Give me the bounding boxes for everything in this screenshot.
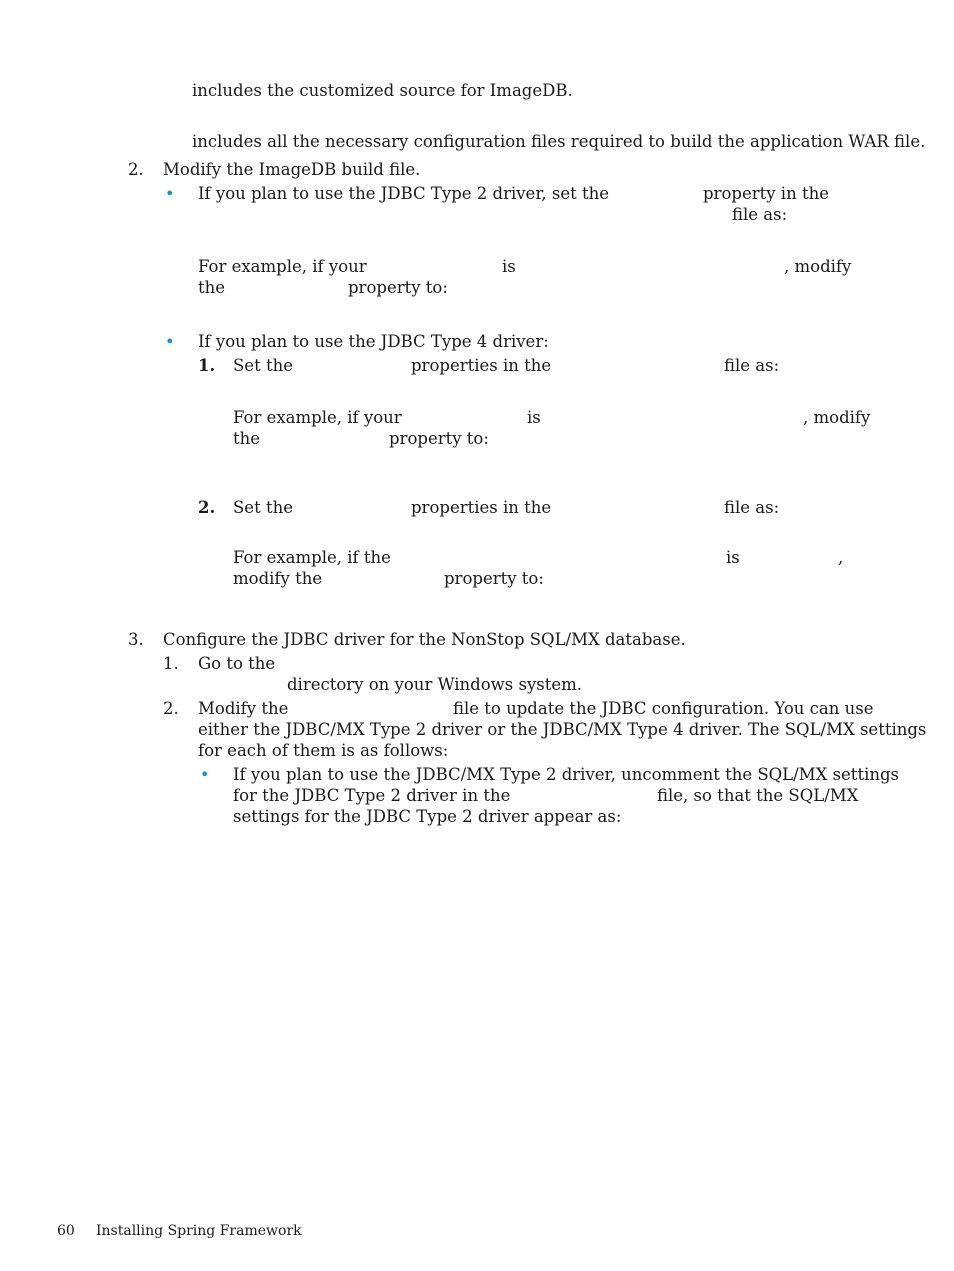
bullet-icon: • [200,765,210,784]
text-span: property to: [389,429,489,448]
bullet-icon: • [165,332,175,351]
footer-section-title: Installing Spring Framework [96,1223,302,1239]
text-span: file as: [724,498,780,517]
text-span: If you plan to use the JDBC Type 4 driver: [198,332,549,351]
text-span: is [502,257,516,276]
text-span: For example, if your [198,257,367,276]
text-span: properties in the [411,356,552,375]
substep-number: 2. [198,498,216,517]
text-span: for the JDBC Type 2 driver in the [233,786,511,805]
text-span: If you plan to use the JDBC Type 2 driver, set the [198,184,610,203]
bullet-icon: • [165,184,175,203]
text-span: , modify [784,257,852,276]
text-span: For example, if the [233,548,391,567]
step-text: Configure the JDBC driver for the NonStop SQL/MX database. [163,630,686,649]
text-span: Modify the [198,699,289,718]
text-span: If you plan to use the JDBC/MX Type 2 driver, uncomment the SQL/MX settings [233,765,900,784]
step-number: 2. [128,160,144,179]
substep-number: 1. [163,654,179,673]
text-span: property to: [348,278,448,297]
text-span: directory on your Windows system. [287,675,583,694]
text-span: file, so that the SQL/MX [657,786,859,805]
text-span: for each of them is as follows: [198,741,449,760]
substep-number: 1. [198,356,216,375]
text-span: Set the [233,498,293,517]
text-span: the [198,278,226,297]
step-text: Modify the ImageDB build file. [163,160,421,179]
para-config-files: includes all the necessary configuration files required to build the application WAR file. [192,132,926,151]
text-span: the [233,429,261,448]
text-span: is [726,548,740,567]
text-span: either the JDBC/MX Type 2 driver or the JDBC/MX Type 4 driver. The SQL/MX settings [198,720,927,739]
text-span: Go to the [198,654,276,673]
text-span: , [838,548,844,567]
text-span: , modify [803,408,871,427]
text-span: file to update the JDBC configuration. You can use [453,699,874,718]
text-span: is [527,408,541,427]
text-span: property to: [444,569,544,588]
substep-number: 2. [163,699,179,718]
text-span: For example, if your [233,408,402,427]
text-span: settings for the JDBC Type 2 driver appear as: [233,807,622,826]
text-span: Set the [233,356,293,375]
text-span: file as: [732,205,788,224]
text-span: modify the [233,569,323,588]
text-span: property in the [703,184,829,203]
page-number: 60 [57,1223,75,1239]
para-imagedb-source: includes the customized source for ImageDB. [192,81,573,100]
text-span: properties in the [411,498,552,517]
step-number: 3. [128,630,144,649]
text-span: file as: [724,356,780,375]
